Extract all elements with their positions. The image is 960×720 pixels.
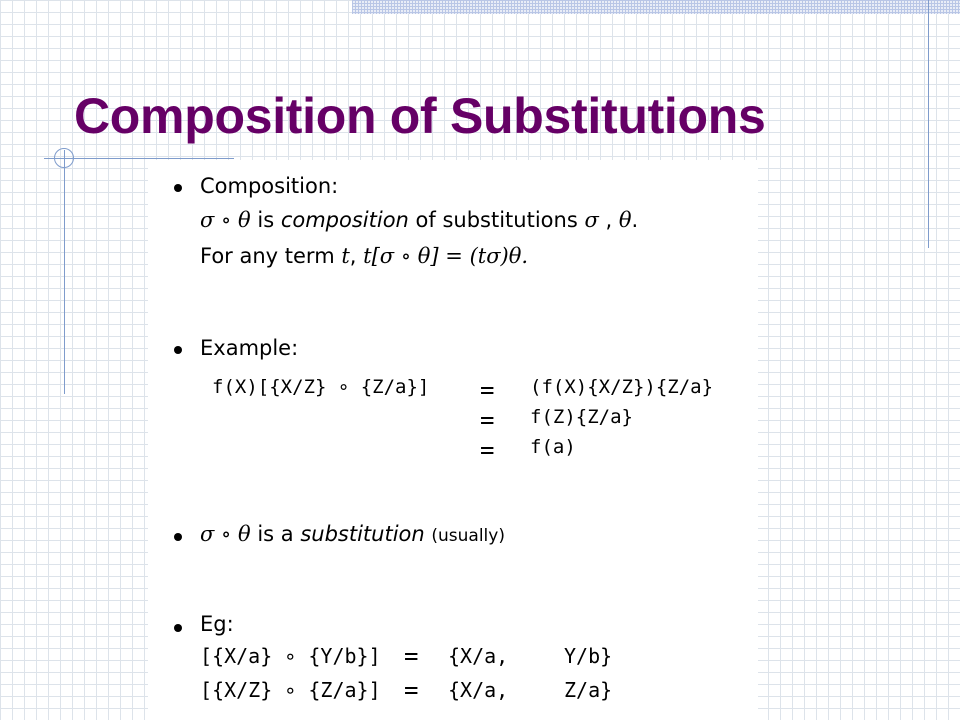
example-row-1-rhs: (f(X){X/Z}){Z/a} [530,376,714,398]
bullet-example [174,346,182,354]
decorative-left-rule [64,150,65,394]
decorative-crosshair-circle [54,148,74,168]
eg-row-2-equals: = [404,676,419,704]
is-word: is [257,208,275,232]
eg-heading: Eg: [200,612,234,636]
is-a-text: is a [257,522,294,546]
eg-row-1-lhs: [{X/a} ∘ {Y/b}] [200,644,381,668]
decorative-right-rule [928,0,929,248]
bullet-eg [174,624,182,632]
example-row-2-rhs: f(Z){Z/a} [530,406,633,428]
example-row-3-equals: = [480,436,495,464]
example-row-1-equals: = [480,376,495,404]
theta-symbol-2: θ [618,208,632,232]
example-row-2-equals: = [480,406,495,434]
slide-title: Composition of Substitutions [74,88,766,144]
sigma-symbol-2: σ [584,208,599,232]
for-any-term-text: For any term [200,244,335,268]
term-variable: t [341,244,350,268]
eg-row-2-rhs-first: {X/a, [448,678,509,702]
eg-row-1-equals: = [404,642,419,670]
decorative-top-band [352,0,960,14]
period-text: . [631,208,639,232]
composition-term-rule [200,242,528,270]
sigma-symbol: σ [200,208,215,232]
composition-word: composition [280,208,409,232]
composition-definition [200,206,638,234]
substitution-note [200,520,505,550]
eg-row-1-rhs-second: Y/b} [564,644,613,668]
bullet-substitution [174,533,182,541]
term-comma: , [349,244,357,268]
eg-row-2-rhs-second: Z/a} [564,678,613,702]
of-substitutions-text: of substitutions [415,208,578,232]
example-row-3-rhs: f(a) [530,436,576,458]
usually-text: (usually) [431,526,505,546]
composition-heading: Composition: [200,174,339,198]
example-row-1-lhs: f(X)[{X/Z} ∘ {Z/a}] [212,376,430,398]
term-identity-expression: t[σ ∘ θ] = (tσ)θ. [363,244,529,268]
substitution-word: substitution [300,522,425,546]
eg-row-2-lhs: [{X/Z} ∘ {Z/a}] [200,678,381,702]
comma-text: , [605,208,613,232]
circ-symbol: ∘ [221,208,232,232]
theta-symbol: θ [238,208,251,232]
sigma-circ-theta-expression: σ ∘ θ [200,522,251,546]
eg-row-1-rhs-first: {X/a, [448,644,509,668]
example-heading: Example: [200,336,299,360]
bullet-composition [174,184,182,192]
